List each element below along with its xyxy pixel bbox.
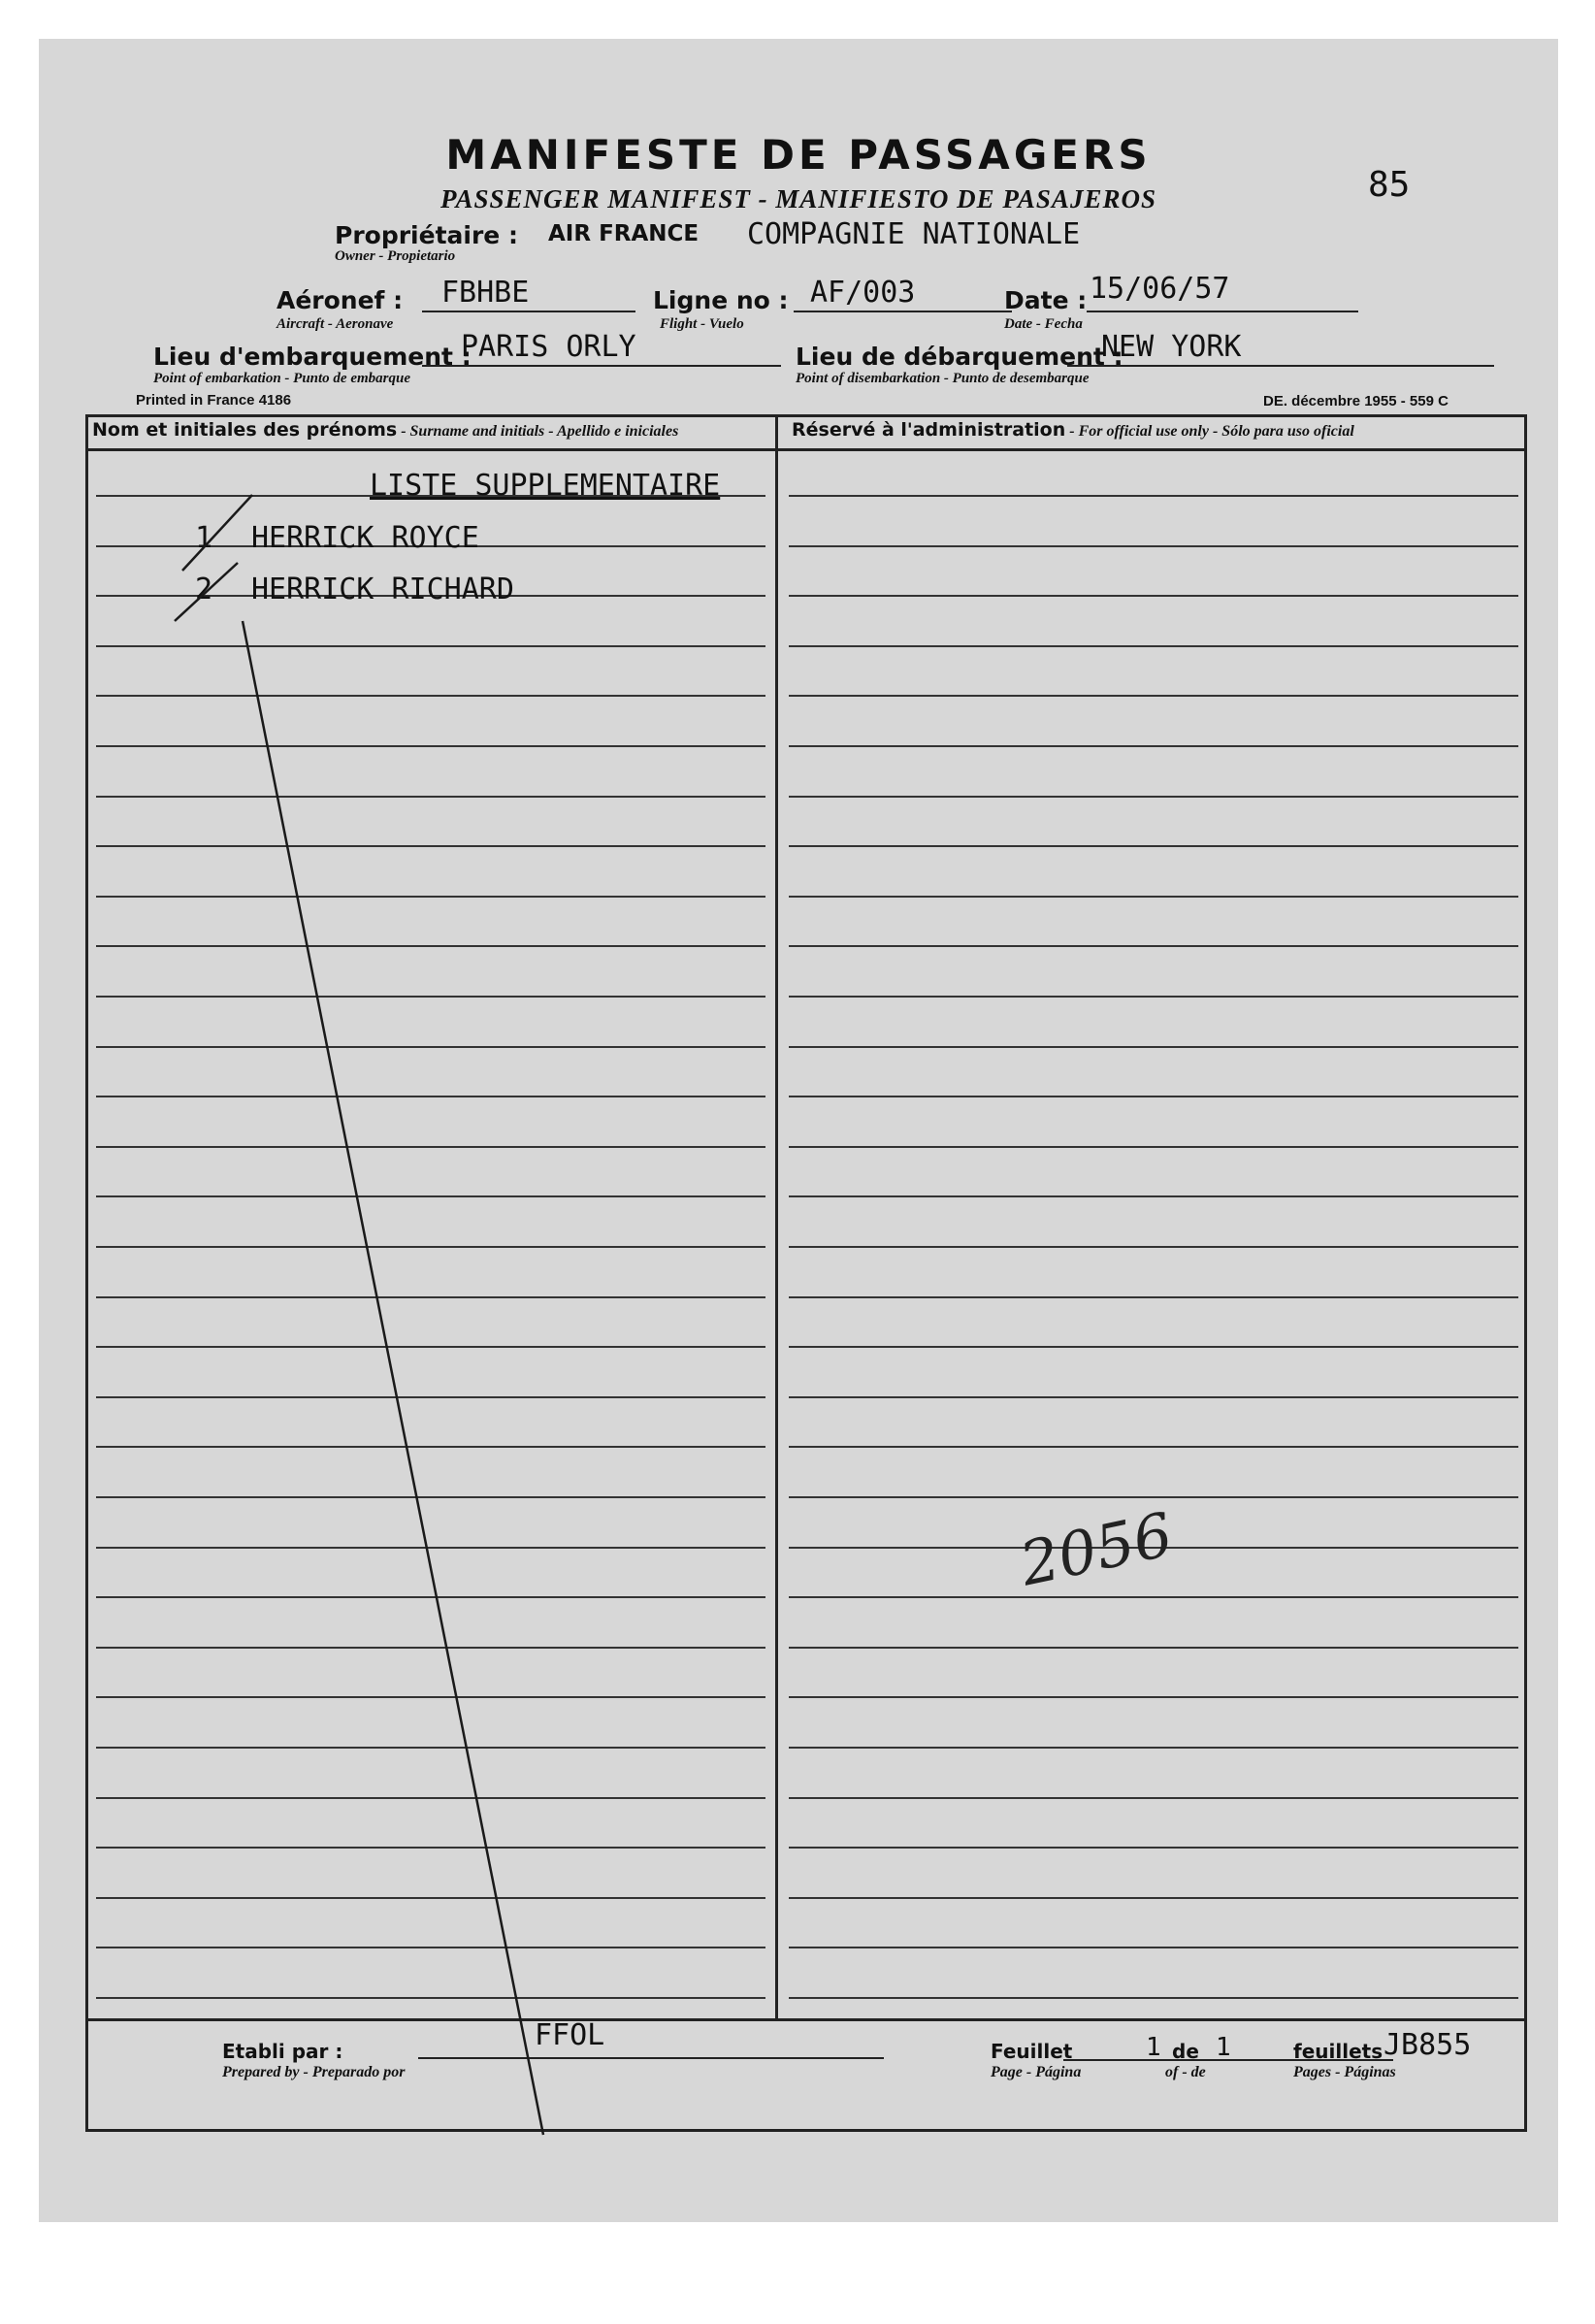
sheets-label: feuillets xyxy=(1293,2040,1383,2063)
col-names-header-bold: Nom et initiales des prénoms xyxy=(92,419,398,441)
sheet-sublabel: Page - Página xyxy=(991,2064,1082,2080)
col-admin-header-italic: - For official use only - Sólo para uso oficial xyxy=(1065,423,1354,440)
owner-label: Propriétaire : xyxy=(335,221,518,249)
sheet-number: 1 xyxy=(1146,2033,1161,2062)
owner-printed: AIR FRANCE xyxy=(548,221,700,246)
flight-sublabel: Flight - Vuelo xyxy=(660,316,744,332)
prepared-value: FFOL xyxy=(535,2018,605,2052)
handwritten-annotation: 2056 xyxy=(1014,1498,1179,1600)
of-sublabel: of - de xyxy=(1165,2064,1206,2080)
embarkation-value: PARIS ORLY xyxy=(461,330,636,364)
pen-line xyxy=(243,621,543,2135)
prepared-sublabel: Prepared by - Preparado por xyxy=(222,2064,406,2080)
embarkation-label: Lieu d'embarquement : xyxy=(153,343,472,371)
manifest-sheet xyxy=(39,39,1558,2222)
sheet-total: 1 xyxy=(1216,2033,1231,2062)
of-label: de xyxy=(1172,2040,1199,2063)
aircraft-sublabel: Aircraft - Aeronave xyxy=(277,316,394,332)
disembarkation-label: Lieu de débarquement : xyxy=(796,343,1123,371)
page-number: 85 xyxy=(1368,165,1411,205)
owner-value: COMPAGNIE NATIONALE xyxy=(747,217,1081,251)
date-sublabel: Date - Fecha xyxy=(1004,316,1083,332)
entry-1-num: 1 xyxy=(195,521,213,555)
date-value: 15/06/57 xyxy=(1090,272,1230,306)
sheet-label: Feuillet xyxy=(991,2040,1073,2063)
disembarkation-sublabel: Point of disembarkation - Punto de desembarque xyxy=(796,371,1090,386)
printer-note: Printed in France 4186 xyxy=(136,392,292,409)
entry-2-name: HERRICK RICHARD xyxy=(251,573,514,606)
entry-2-num: 2 xyxy=(195,573,213,606)
entry-1-name: HERRICK ROYCE xyxy=(251,521,479,555)
flight-label: Ligne no : xyxy=(653,286,789,314)
sheets-sublabel: Pages - Páginas xyxy=(1293,2064,1396,2080)
col-names-header-italic: - Surname and initials - Apellido e iniciales xyxy=(397,423,679,440)
form-code: DE. décembre 1955 - 559 C xyxy=(1263,393,1449,409)
document-subtitle: PASSENGER MANIFEST - MANIFIESTO DE PASAJEROS xyxy=(440,184,1156,213)
tick-mark-1 xyxy=(182,495,252,571)
pen-strokes xyxy=(39,39,1558,2222)
document-title: MANIFESTE DE PASSAGERS xyxy=(445,131,1152,179)
disembarkation-value: NEW YORK xyxy=(1101,330,1242,364)
list-heading: LISTE SUPPLEMENTAIRE xyxy=(370,469,721,503)
aircraft-label: Aéronef : xyxy=(277,286,404,314)
aircraft-value: FBHBE xyxy=(441,276,530,310)
embarkation-sublabel: Point of embarkation - Punto de embarque xyxy=(153,371,411,386)
flight-value: AF/003 xyxy=(810,276,916,310)
owner-sublabel: Owner - Propietario xyxy=(335,248,456,264)
col-admin-header-bold: Réservé à l'administration xyxy=(792,419,1066,441)
date-label: Date : xyxy=(1004,286,1088,314)
stamp-code: JB855 xyxy=(1383,2028,1472,2062)
tick-mark-2 xyxy=(175,563,238,621)
prepared-label: Etabli par : xyxy=(222,2040,343,2063)
